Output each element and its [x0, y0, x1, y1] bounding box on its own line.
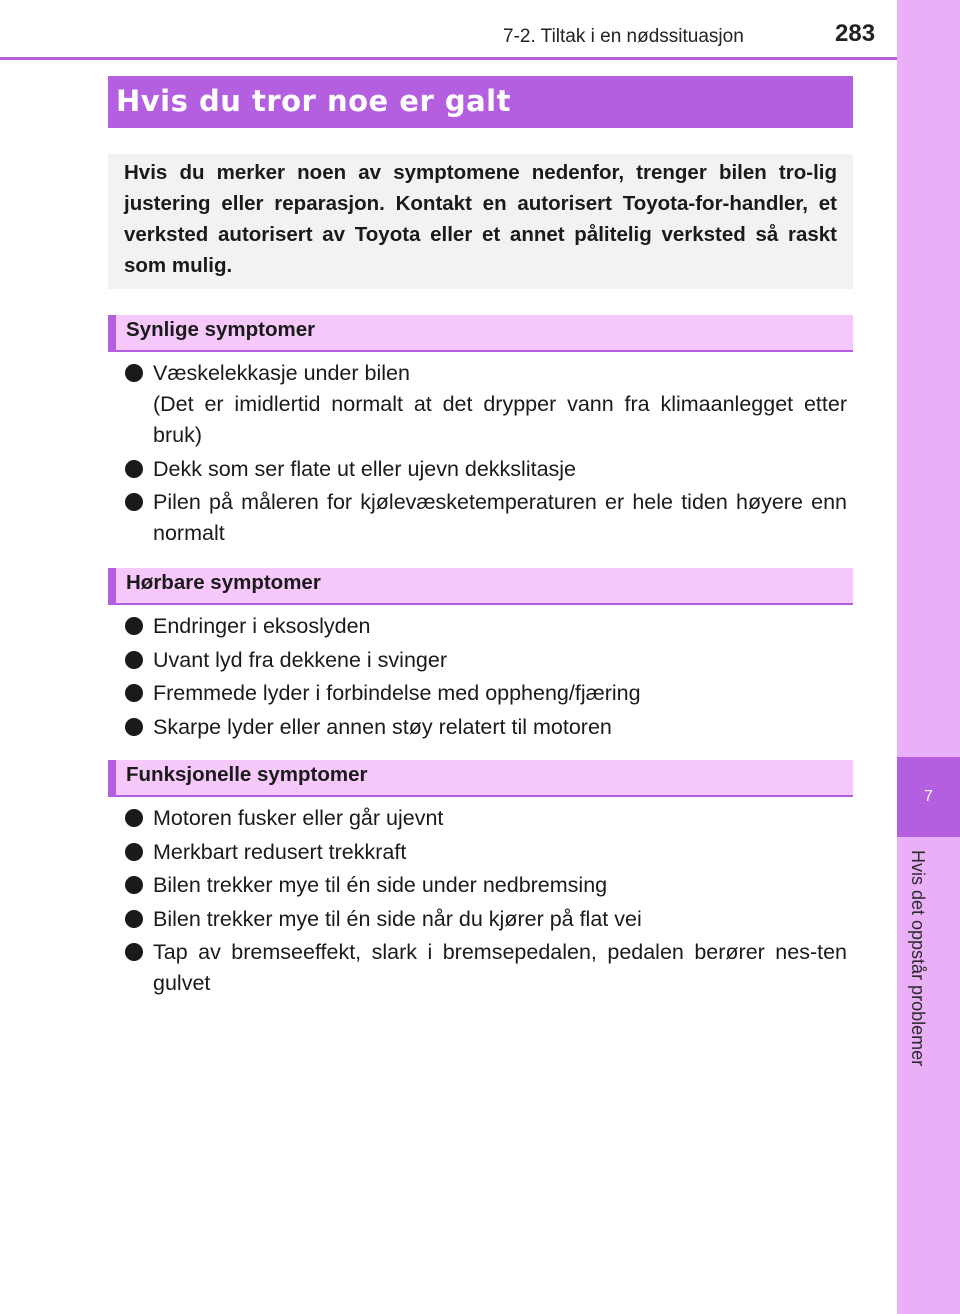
list-item-text: Merkbart redusert trekkraft: [153, 839, 407, 864]
list-item: [125, 358, 847, 451]
list-item-text: Væskelekkasje under bilen: [153, 361, 410, 385]
page-number: 283: [835, 20, 876, 47]
list-item: [125, 454, 847, 485]
audible-symptoms-list: [125, 611, 847, 745]
page-title-bar: [108, 76, 853, 128]
bullet-icon: [125, 617, 143, 635]
list-item-text: Pilen på måleren for kjølevæsketemperaturen er hele tiden høyere enn normalt: [153, 490, 847, 545]
bullet-icon: [125, 943, 143, 961]
visible-symptoms-list: [125, 358, 847, 552]
bullet-icon: [125, 910, 143, 928]
bullet-icon: [125, 460, 143, 478]
header-divider: [0, 57, 897, 60]
list-item-text: Dekk som ser flate ut eller ujevn dekkslitasje: [153, 456, 577, 481]
bullet-icon: [125, 876, 143, 894]
list-item-text: Fremmede lyder i forbindelse med oppheng/fjæring: [153, 681, 641, 705]
bullet-icon: [125, 809, 143, 827]
list-item-text: Motoren fusker eller går ujevnt: [153, 806, 444, 830]
subheading-label: Hørbare symptomer: [126, 571, 321, 594]
list-item: [125, 678, 847, 709]
list-item: [125, 611, 847, 642]
list-item: [125, 712, 847, 743]
subheading-audible-symptoms: [108, 568, 853, 605]
intro-text: Hvis du merker noen av symptomene nedenfor, trenger bilen tro-lig justering eller reparasjon. Kontakt en autorisert Toyota-for-handler, et verksted autorisert av Toyota eller et annet pålitelig verksted så raskt som mulig.: [124, 161, 837, 277]
intro-box: [108, 154, 853, 289]
list-item: [125, 937, 847, 999]
list-item: [125, 870, 847, 901]
list-item-text: Skarpe lyder eller annen støy relatert til motoren: [153, 714, 612, 739]
list-item-note: (Det er imidlertid normalt at det drypper vann fra klimaanlegget etter bruk): [153, 392, 847, 447]
subheading-label: Funksjonelle symptomer: [126, 763, 368, 786]
bullet-icon: [125, 843, 143, 861]
page-title: Hvis du tror noe er galt: [116, 84, 511, 118]
list-item: [125, 837, 847, 868]
bullet-icon: [125, 651, 143, 669]
list-item-text: Bilen trekker mye til én side under nedbremsing: [153, 873, 608, 897]
list-item: [125, 803, 847, 834]
bullet-icon: [125, 493, 143, 511]
subheading-label: Synlige symptomer: [126, 318, 316, 341]
bullet-icon: [125, 718, 143, 736]
list-item: [125, 904, 847, 935]
subheading-functional-symptoms: [108, 760, 853, 797]
subheading-visible-symptoms: [108, 315, 853, 352]
list-item-text: Endringer i eksoslyden: [153, 614, 371, 638]
chapter-side-tab: [897, 0, 960, 1314]
section-reference: 7-2. Tiltak i en nødssituasjon: [503, 26, 744, 47]
list-item: [125, 645, 847, 676]
functional-symptoms-list: [125, 803, 847, 1002]
list-item-text: Uvant lyd fra dekkene i svinger: [153, 647, 447, 672]
list-item-text: Tap av bremseeffekt, slark i bremsepedalen, pedalen berører nes-ten gulvet: [153, 940, 847, 995]
chapter-title: Hvis det oppstår problemer: [908, 850, 928, 1067]
list-item: [125, 487, 847, 549]
chapter-number: 7: [897, 757, 960, 837]
bullet-icon: [125, 364, 143, 382]
list-item-text: Bilen trekker mye til én side når du kjører på flat vei: [153, 906, 642, 931]
bullet-icon: [125, 684, 143, 702]
